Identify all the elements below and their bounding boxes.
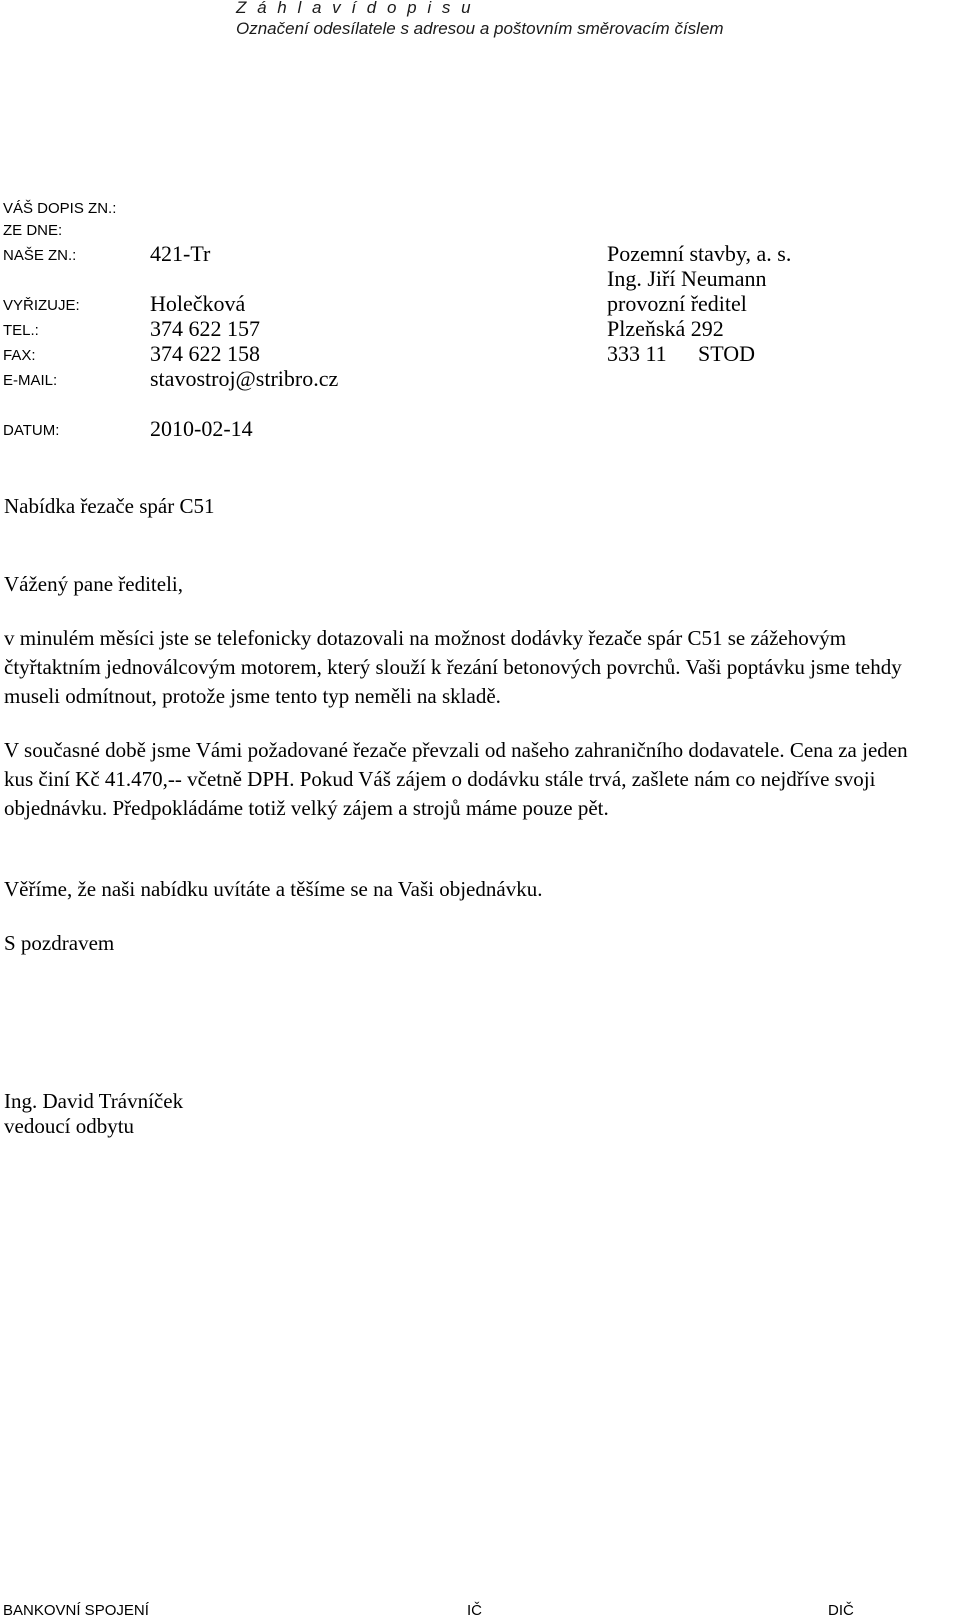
recipient-name: Ing. Jiří Neumann: [607, 266, 767, 291]
recipient-position: provozní ředitel: [607, 291, 747, 316]
your-letter-ref-label: VÁŠ DOPIS ZN.:: [3, 200, 117, 217]
date-label: DATUM:: [3, 422, 60, 439]
letter-paragraph-3: Věříme, že naši nabídku uvítáte a těšíme se na Vaši objednávku.: [4, 877, 543, 901]
signature-title: vedoucí odbytu: [4, 1114, 135, 1138]
date-value: 2010-02-14: [150, 416, 253, 441]
recipient-street: Plzeňská 292: [607, 316, 724, 341]
recipient-city: STOD: [698, 341, 756, 366]
handled-by-label: VYŘIZUJE:: [3, 297, 80, 314]
phone-value: 374 622 157: [150, 316, 260, 341]
fax-label: FAX:: [3, 347, 36, 364]
letterhead-title: Z á h l a v í d o p i s u: [236, 0, 474, 17]
footer-dic-label: DIČ: [828, 1602, 854, 1619]
signature-name: Ing. David Trávníček: [4, 1089, 184, 1113]
recipient-company: Pozemní stavby, a. s.: [607, 241, 792, 266]
letter-salutation: Vážený pane řediteli,: [4, 572, 183, 596]
date-of-letter-label: ZE DNE:: [3, 222, 63, 239]
letter-closing: S pozdravem: [4, 931, 115, 955]
handled-by-value: Holečková: [150, 291, 246, 316]
phone-label: TEL.:: [3, 322, 39, 339]
footer-bank-label: BANKOVNÍ SPOJENÍ: [3, 1602, 149, 1619]
letter-subject: Nabídka řezače spár C51: [4, 494, 215, 518]
footer-ic-label: IČ: [467, 1602, 482, 1619]
letterhead-subtitle: Označení odesílatele s adresou a poštovním směrovacím číslem: [236, 19, 724, 38]
letter-paragraph-1: v minulém měsíci jste se telefonicky dotazovali na možnost dodávky řezače spár C51 se zážehovým čtyřtaktním jednoválcovým motorem, který slouží k řezání betonových povrchů. Vaši poptávku jsme tehdy museli odmítnout, protože jsme tento typ neměli na skladě.: [4, 626, 902, 708]
letter-paragraph-2: V současné době jsme Vámi požadované řezače převzali od našeho zahraničního dodavatele. Cena za jeden kus činí Kč 41.470,-- včetně DPH. Pokud Váš zájem o dodávku stále trvá, zašlete nám co nejdříve svoji objednávku. Předpokládáme totiž velký zájem a strojů máme pouze pět.: [4, 738, 908, 820]
fax-value: 374 622 158: [150, 341, 260, 366]
email-value: stavostroj@stribro.cz: [150, 366, 339, 391]
recipient-postcode: 333 11: [607, 341, 667, 366]
email-label: E-MAIL:: [3, 372, 58, 389]
our-ref-label: NAŠE ZN.:: [3, 247, 77, 264]
our-ref-value: 421-Tr: [150, 241, 211, 266]
